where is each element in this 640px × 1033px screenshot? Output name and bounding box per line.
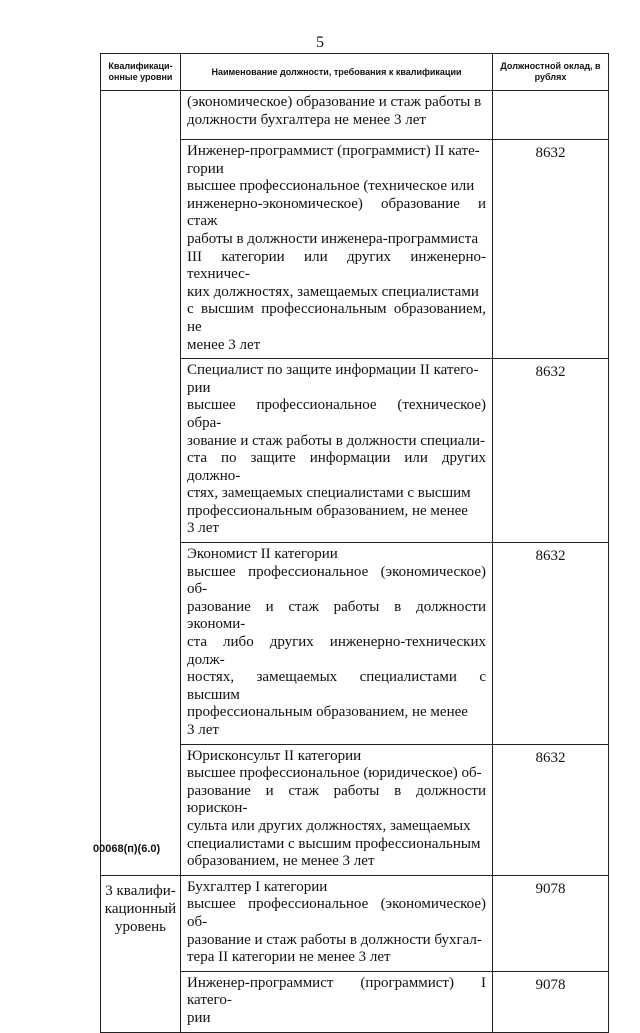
salary-cell: 8632 xyxy=(493,744,609,875)
description-line: рии xyxy=(187,1009,211,1026)
salary-cell: 9078 xyxy=(493,971,609,1032)
qualification-table xyxy=(100,53,609,1033)
description-cell xyxy=(181,971,493,1032)
description-line: Юрисконсульт II категории xyxy=(187,747,362,764)
description-line: стях, замещаемых специалистами с высшим xyxy=(187,485,471,502)
description-line: должности бухгалтера не менее 3 лет xyxy=(187,111,426,128)
description-cell xyxy=(181,91,493,140)
salary-cell: 8632 xyxy=(493,359,609,543)
description-line: 3 лет xyxy=(187,520,219,537)
description-cell xyxy=(181,744,493,875)
description-line: рии xyxy=(187,379,211,396)
description-line: Экономист II категории xyxy=(187,546,338,563)
description-line: ностях, замещаемых специалистами с высшим xyxy=(187,669,486,703)
header-position-requirements: Наименование должности, требования к квалификации xyxy=(181,54,493,91)
description-cell xyxy=(181,875,493,971)
description-line: Инженер-программист (программист) I катего- xyxy=(187,974,486,1009)
description-line: Бухгалтер I категории xyxy=(187,878,328,895)
description-line: ста по защите информации или других должно- xyxy=(187,450,486,484)
description-line: высшее профессиональное (техническое) обра- xyxy=(187,397,486,431)
table-row xyxy=(101,91,609,140)
footer-code: 00068(п)(6.0) xyxy=(93,843,161,855)
salary-cell xyxy=(493,91,609,140)
description-line: Специалист по защите информации II катего- xyxy=(187,362,479,379)
description-line: высшее профессиональное (юридическое) об- xyxy=(187,765,482,782)
description-line: тера II категории не менее 3 лет xyxy=(187,949,391,966)
description-line: менее 3 лет xyxy=(187,336,261,353)
description-line: профессиональным образованием, не менее xyxy=(187,704,468,721)
description-cell xyxy=(181,543,493,745)
description-line: гории xyxy=(187,160,224,177)
salary-cell: 9078 xyxy=(493,875,609,971)
description-cell xyxy=(181,359,493,543)
description-line: профессиональным образованием, не менее xyxy=(187,502,468,519)
description-line: ста либо других инженерно-технических долж- xyxy=(187,634,486,668)
description-line: высшее профессиональное (экономическое) об- xyxy=(187,896,486,930)
description-line: инженерно-экономическое) образование и стаж xyxy=(187,195,486,230)
description-line: разование и стаж работы в должности юрискон- xyxy=(187,782,486,817)
description-line: разование и стаж работы в должности бухгал- xyxy=(187,931,482,948)
page-number: 5 xyxy=(316,34,324,51)
salary-cell: 8632 xyxy=(493,140,609,359)
table-row xyxy=(101,875,609,971)
header-qualification-levels: Квалификаци-онные уровни xyxy=(101,54,181,91)
level-cell: 3 квалифи-кационный уровень xyxy=(101,875,181,1032)
level-cell xyxy=(101,91,181,876)
description-line: высшее профессиональное (экономическое) об- xyxy=(187,563,486,598)
description-line: образованием, не менее 3 лет xyxy=(187,853,375,870)
description-line: (экономическое) образование и стаж работы в xyxy=(187,94,482,110)
header-salary: Должностной оклад, в рублях xyxy=(493,54,609,91)
description-line: с высшим профессиональным образованием, не xyxy=(187,301,486,335)
description-line: специалистами с высшим профессиональным xyxy=(187,835,481,852)
description-line: III категории или других инженерно-техничес- xyxy=(187,248,486,283)
description-cell xyxy=(181,140,493,359)
description-line: работы в должности инженера-программиста xyxy=(187,230,479,247)
table-header-row xyxy=(101,54,609,91)
description-line: высшее профессиональное (техническое или xyxy=(187,178,475,195)
description-line: ких должностях, замещаемых специалистами xyxy=(187,283,479,300)
description-line: зование и стаж работы в должности специали- xyxy=(187,432,485,449)
description-line: разование и стаж работы в должности экономи- xyxy=(187,598,486,633)
description-line: Инженер-программист (программист) II кате- xyxy=(187,143,480,159)
salary-cell: 8632 xyxy=(493,543,609,745)
description-line: сульта или других должностях, замещаемых xyxy=(187,817,471,834)
description-line: 3 лет xyxy=(187,722,219,738)
